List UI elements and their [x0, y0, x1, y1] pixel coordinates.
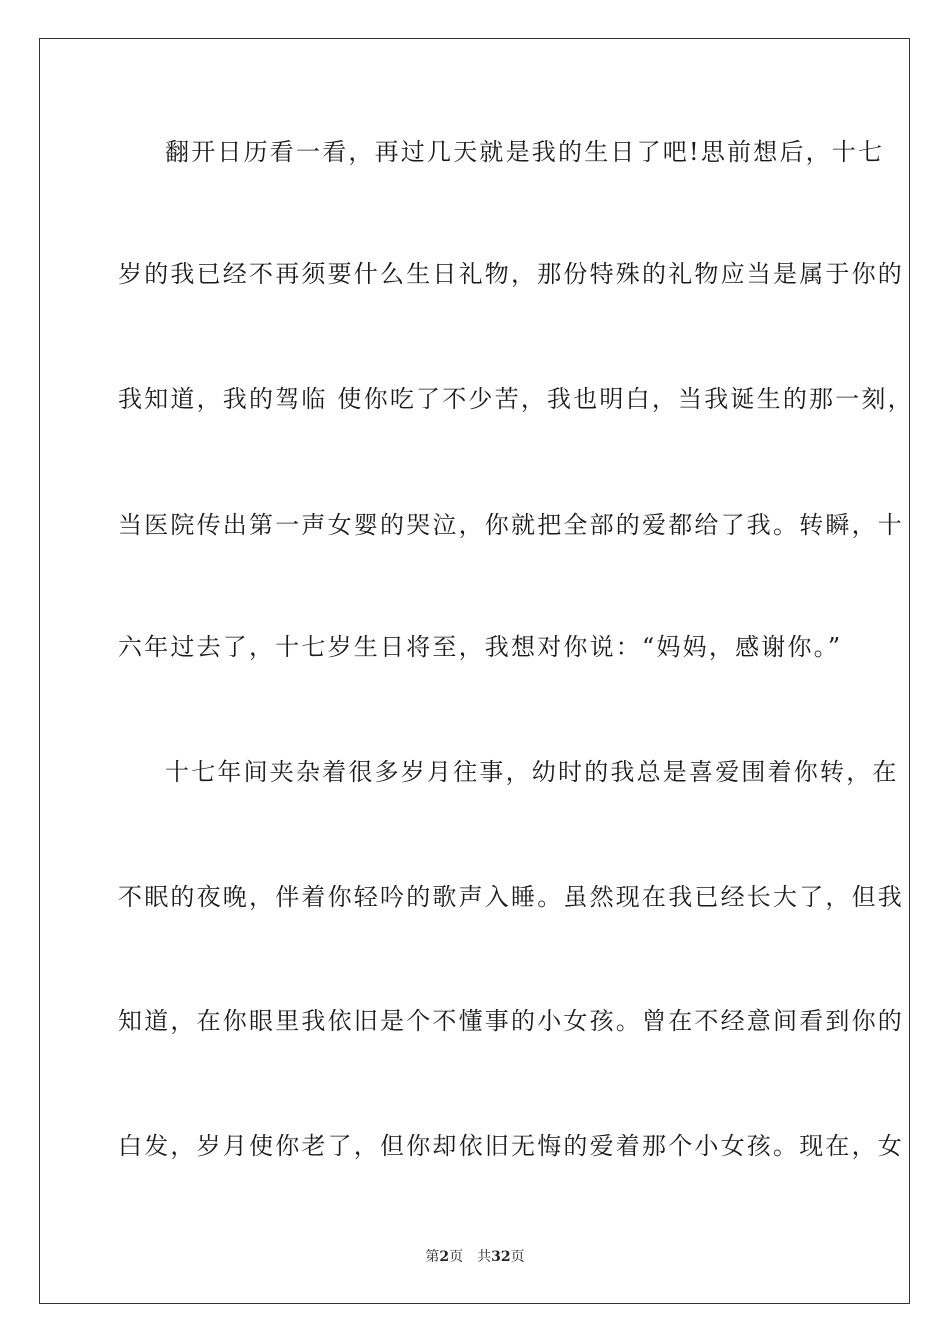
page-suffix: 页	[449, 1249, 464, 1265]
text-line-7: 不眠的夜晚，伴着你轻吟的歌声入睡。虽然现在我已经长大了，但我	[118, 883, 904, 911]
page-number: 2	[439, 1249, 450, 1265]
text-line-6: 十七年间夹杂着很多岁月往事，幼时的我总是喜爱围着你转，在	[165, 758, 899, 786]
text-line-2: 岁的我已经不再须要什么生日礼物，那份特殊的礼物应当是属于你的	[118, 260, 904, 288]
page-prefix: 第	[425, 1249, 440, 1265]
text-line-3: 我知道，我的驾临 使你吃了不少苦，我也明白，当我诞生的那一刻，	[118, 385, 914, 413]
text-line-4: 当医院传出第一声女婴的哭泣，你就把全部的爱都给了我。转瞬，十	[118, 511, 904, 539]
page-footer	[0, 1248, 950, 1266]
text-line-5: 六年过去了，十七岁生日将至，我想对你说：“妈妈，感谢你。”	[118, 633, 843, 661]
total-suffix: 页	[510, 1249, 525, 1265]
page-border	[39, 38, 914, 1304]
text-line-8: 知道，在你眼里我依旧是个不懂事的小女孩。曾在不经意间看到你的	[118, 1007, 904, 1035]
total-pages: 32	[491, 1249, 511, 1265]
text-line-9: 白发，岁月使你老了，但你却依旧无悔的爱着那个小女孩。现在，女	[118, 1132, 904, 1160]
text-line-1: 翻开日历看一看，再过几天就是我的生日了吧!思前想后，十七	[165, 138, 885, 166]
total-prefix: 共	[477, 1249, 492, 1265]
